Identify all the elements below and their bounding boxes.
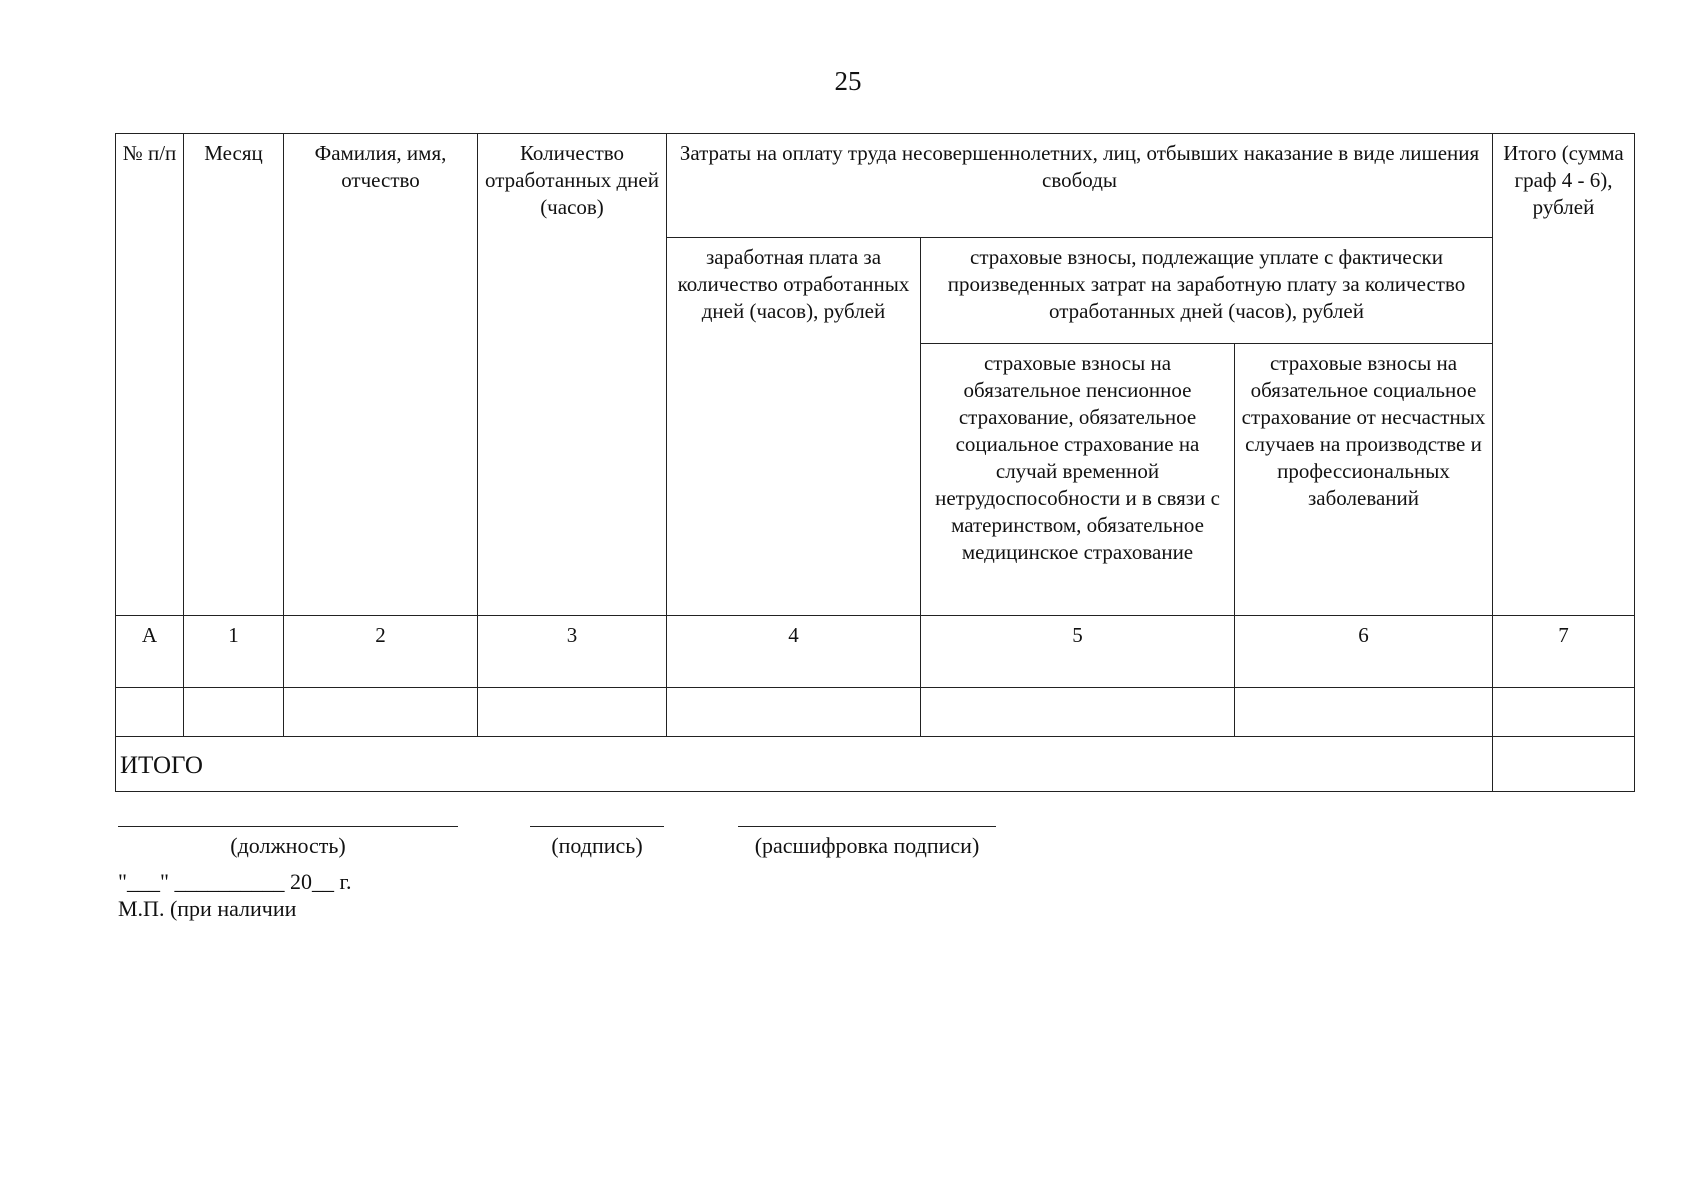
stamp-note: М.П. (при наличии <box>118 896 297 921</box>
column-number: 2 <box>284 616 478 688</box>
column-number: 6 <box>1235 616 1493 688</box>
total-value-cell[interactable] <box>1493 737 1635 792</box>
column-number: 3 <box>478 616 667 688</box>
table-row <box>116 688 1635 737</box>
table-cell[interactable] <box>184 688 284 737</box>
table-cell[interactable] <box>1493 688 1635 737</box>
table-cell[interactable] <box>116 688 184 737</box>
cost-table <box>115 133 1635 792</box>
signature-label: (подпись) <box>551 833 643 858</box>
header-col-total: Итого (сумма граф 4 - 6), рублей <box>1493 134 1635 616</box>
header-col-insurance-pension: страховые взносы на обязательное пенсионное страхование, обязательное социальное страхование на случай временной нетрудоспособности и в связи с материнством, обязательное медицинское страхование <box>921 344 1235 616</box>
header-col-days: Количество отработанных дней (часов) <box>478 134 667 616</box>
column-number: А <box>116 616 184 688</box>
position-line <box>118 826 458 827</box>
column-number: 4 <box>667 616 921 688</box>
header-group-costs: Затраты на оплату труда несовершеннолетних, лиц, отбывших наказание в виде лишения свободы <box>667 134 1493 238</box>
date-line: "___" __________ 20__ г. <box>118 869 352 894</box>
total-row <box>116 737 1635 792</box>
column-number-row <box>116 616 1635 688</box>
header-col-salary: заработная плата за количество отработанных дней (часов), рублей <box>667 238 921 616</box>
header-col-name: Фамилия, имя, отчество <box>284 134 478 616</box>
page-number: 25 <box>834 66 862 96</box>
header-col-insurance-accidents: страховые взносы на обязательное социальное страхование от несчастных случаев на производстве и профессиональных заболеваний <box>1235 344 1493 616</box>
signature-line <box>530 826 664 827</box>
table-cell[interactable] <box>1235 688 1493 737</box>
table-cell[interactable] <box>284 688 478 737</box>
position-label: (должность) <box>230 833 346 858</box>
table-cell[interactable] <box>478 688 667 737</box>
total-label: ИТОГО <box>116 737 1493 792</box>
decoding-line <box>738 826 996 827</box>
header-col-month: Месяц <box>184 134 284 616</box>
position-signature-field[interactable] <box>118 826 458 859</box>
column-number: 1 <box>184 616 284 688</box>
decoding-label: (расшифровка подписи) <box>754 833 980 858</box>
header-group-insurance: страховые взносы, подлежащие уплате с фактически произведенных затрат на заработную плату за количество отработанных дней (часов), рублей <box>921 238 1493 344</box>
table-cell[interactable] <box>921 688 1235 737</box>
table-cell[interactable] <box>667 688 921 737</box>
column-number: 7 <box>1493 616 1635 688</box>
signature-decoding-field[interactable] <box>738 826 996 859</box>
column-number: 5 <box>921 616 1235 688</box>
header-col-num: № п/п <box>116 134 184 616</box>
signature-field[interactable] <box>530 826 664 859</box>
